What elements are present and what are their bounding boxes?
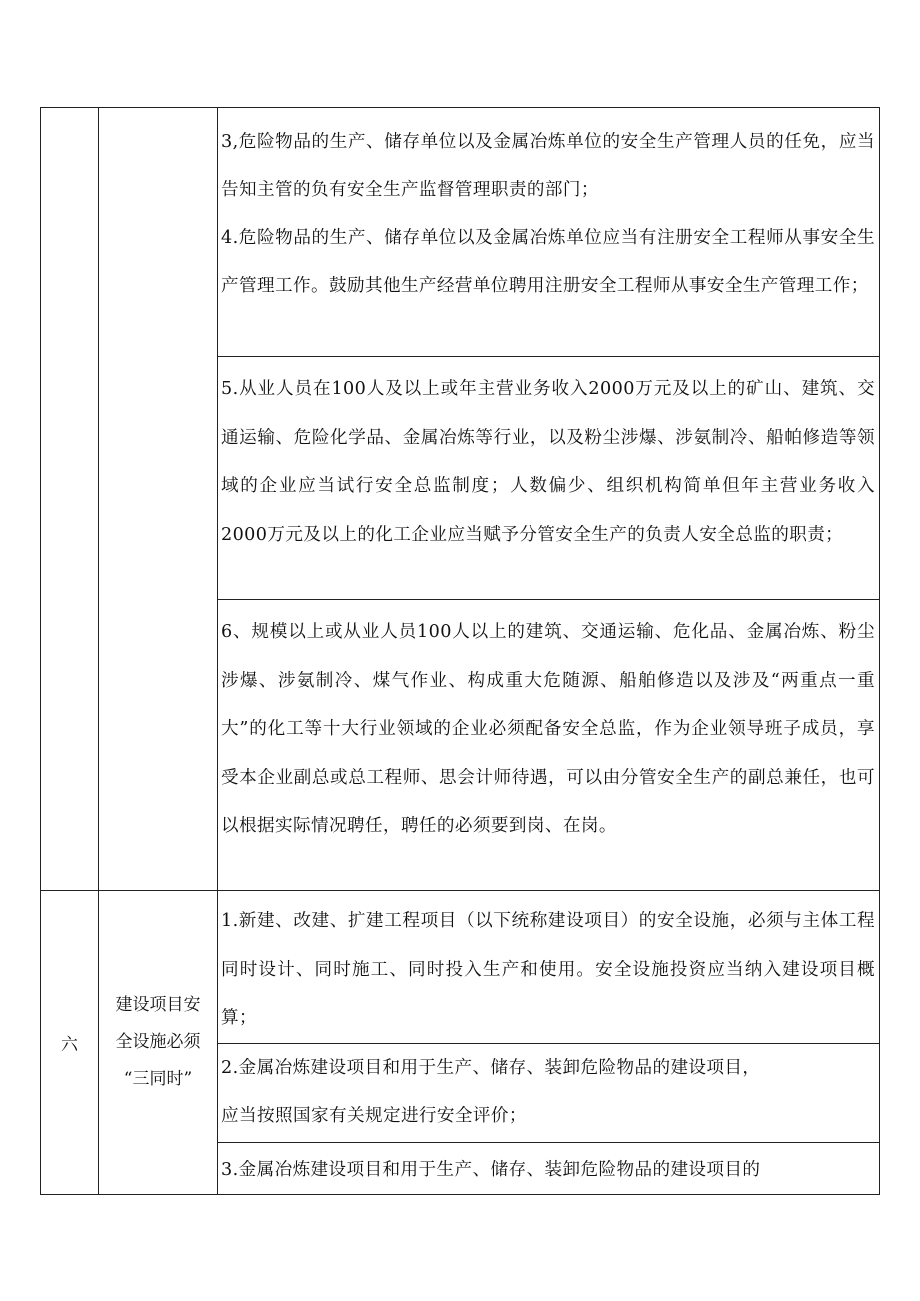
item-text: 3.金属冶炼建设项目和用于生产、储存、装卸危险物品的建设项目的 — [221, 1159, 761, 1180]
item-text: 4.危险物品的生产、储存单位以及金属冶炼单位应当有注册安全工程师从事安全生产管理工作。鼓励其他生产经营单位聘用注册安全工程师从事安全生产管理工作； — [221, 228, 875, 296]
item-cell — [218, 108, 880, 357]
section-number: 六 — [41, 891, 99, 1195]
section-title-line: “三同时” — [123, 1069, 193, 1089]
item-text: 2.金属冶炼建设项目和用于生产、储存、装卸危险物品的建设项目， — [221, 1057, 761, 1078]
section-cell-empty — [99, 108, 218, 891]
item-text: 1.新建、改建、扩建工程项目（以下统称建设项目）的安全设施，必须与主体工程同时设计、同时施工、同时投入生产和使用。安全设施投资应当纳入建设项目概算； — [221, 911, 875, 1028]
item-cell — [218, 1142, 880, 1195]
regulation-table — [40, 107, 880, 1195]
section-title-line: 全设施必须 — [115, 1032, 201, 1052]
item-text: 3,危险物品的生产、储存单位以及金属冶炼单位的安全生产管理人员的任免，应当告知主管的负有安全生产监督管理职责的部门； — [221, 132, 875, 200]
number-cell-empty — [41, 108, 99, 891]
item-cell — [218, 1043, 880, 1142]
section-title — [99, 891, 218, 1195]
table-row — [41, 891, 880, 1044]
section-title-line: 建设项目安 — [115, 995, 201, 1015]
item-cell — [218, 891, 880, 1044]
item-cell — [218, 600, 880, 891]
table-row — [41, 108, 880, 357]
item-text: 5.从业人员在100人及以上或年主营业务收入2000万元及以上的矿山、建筑、交通运输、危险化学品、金属冶炼等行业，以及粉尘涉爆、涉氨制冷、船帕修造等领域的企业应当试行安全总监制度；人数偏少、组织机构简单但年主营业务收入2000万元及以上的化工企业应当赋予分管安全生产的负责人安全总监的职责； — [221, 379, 875, 545]
item-text: 应当按照国家有关规定进行安全评价； — [221, 1106, 527, 1126]
item-text: 6、规模以上或从业人员100人以上的建筑、交通运输、危化品、金属冶炼、粉尘涉爆、涉氨制冷、煤气作业、构成重大危随源、船舶修造以及涉及“两重点一重大”的化工等十大行业领域的企业必须配备安全总监，作为企业领导班子成员，享受本企业副总或总工程师、思会计师待遇，可以由分管安全生产的副总兼任，也可以根据实际情况聘任，聘任的必须要到岗、在岗。 — [221, 622, 875, 836]
item-cell — [218, 357, 880, 600]
